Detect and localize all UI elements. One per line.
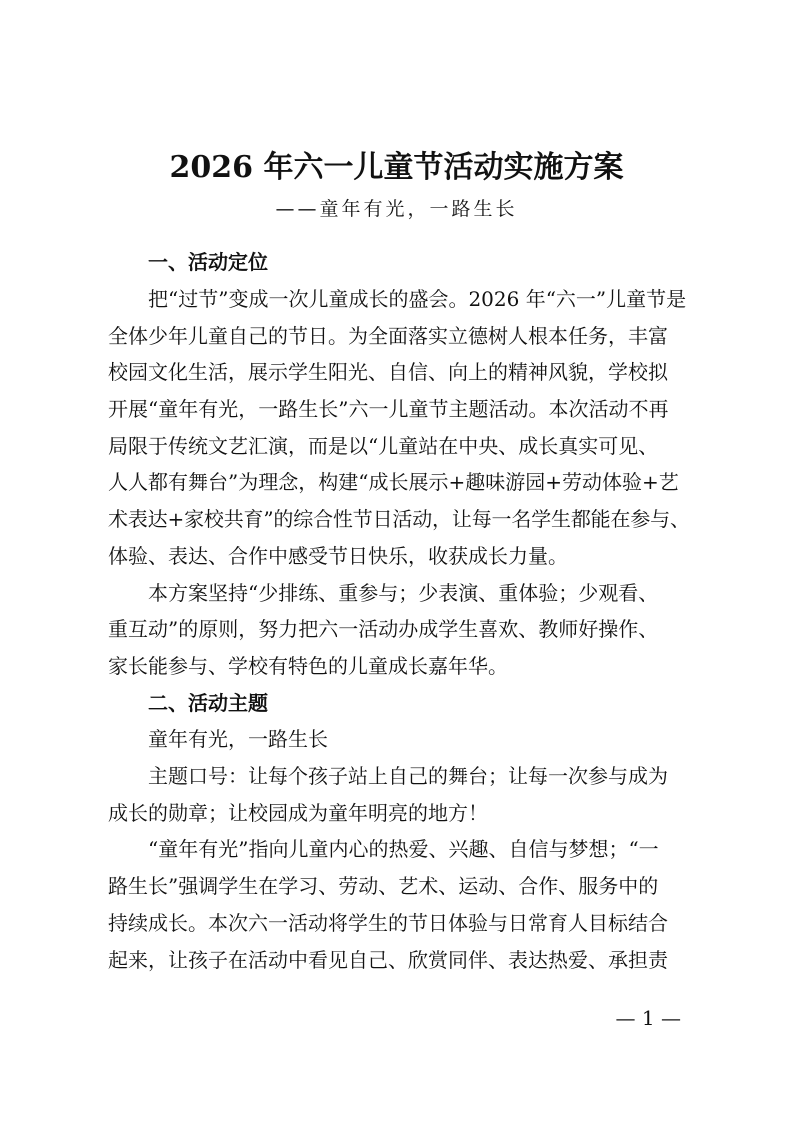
- paragraph-line: 人人都有舞台”为理念，构建“成长展示+趣味游园+劳动体验+艺: [108, 470, 679, 494]
- paragraph-line: 起来，让孩子在活动中看见自己、欣赏同伴、表达热爱、承担责: [108, 948, 668, 972]
- paragraph-line: “童年有光”指向儿童内心的热爱、兴趣、自信与梦想；“一: [148, 837, 659, 861]
- paragraph-line: 重互动”的原则，努力把六一活动办成学生喜欢、教师好操作、: [108, 617, 659, 641]
- paragraph-line: 体验、表达、合作中感受节日快乐，收获成长力量。: [108, 544, 568, 568]
- paragraph-line: 成长的勋章；让校园成为童年明亮的地方！: [108, 801, 488, 825]
- section-heading-positioning: 一、活动定位: [148, 250, 268, 274]
- paragraph-line: 家长能参与、学校有特色的儿童成长嘉年华。: [108, 654, 508, 678]
- paragraph-line: 本方案坚持“少排练、重参与；少表演、重体验；少观看、: [148, 581, 659, 605]
- paragraph-line: 全体少年儿童自己的节日。为全面落实立德树人根本任务，丰富: [108, 324, 668, 348]
- document-title: 2026 年六一儿童节活动实施方案: [169, 150, 624, 185]
- paragraph-line: 主题口号：让每个孩子站上自己的舞台；让每一次参与成为: [148, 764, 668, 788]
- document-subtitle: ——童年有光，一路生长: [275, 198, 518, 220]
- paragraph-line: 把“过节”变成一次儿童成长的盛会。2026 年“六一”儿童节是: [148, 287, 687, 311]
- page-number: — 1 —: [615, 1006, 681, 1030]
- paragraph-line: 开展“童年有光，一路生长”六一儿童节主题活动。本次活动不再: [108, 397, 669, 421]
- paragraph-line: 持续成长。本次六一活动将学生的节日体验与日常育人目标结合: [108, 911, 668, 935]
- paragraph-line: 局限于传统文艺汇演，而是以“儿童站在中央、成长真实可见、: [108, 434, 659, 458]
- paragraph-line: 术表达+家校共育”的综合性节日活动，让每一名学生都能在参与、: [108, 507, 690, 531]
- paragraph-line: 校园文化生活，展示学生阳光、自信、向上的精神风貌，学校拟: [108, 360, 668, 384]
- section-heading-theme: 二、活动主题: [148, 691, 268, 715]
- paragraph-line: 童年有光，一路生长: [148, 727, 328, 751]
- paragraph-line: 路生长”强调学生在学习、劳动、艺术、运动、合作、服务中的: [108, 874, 659, 898]
